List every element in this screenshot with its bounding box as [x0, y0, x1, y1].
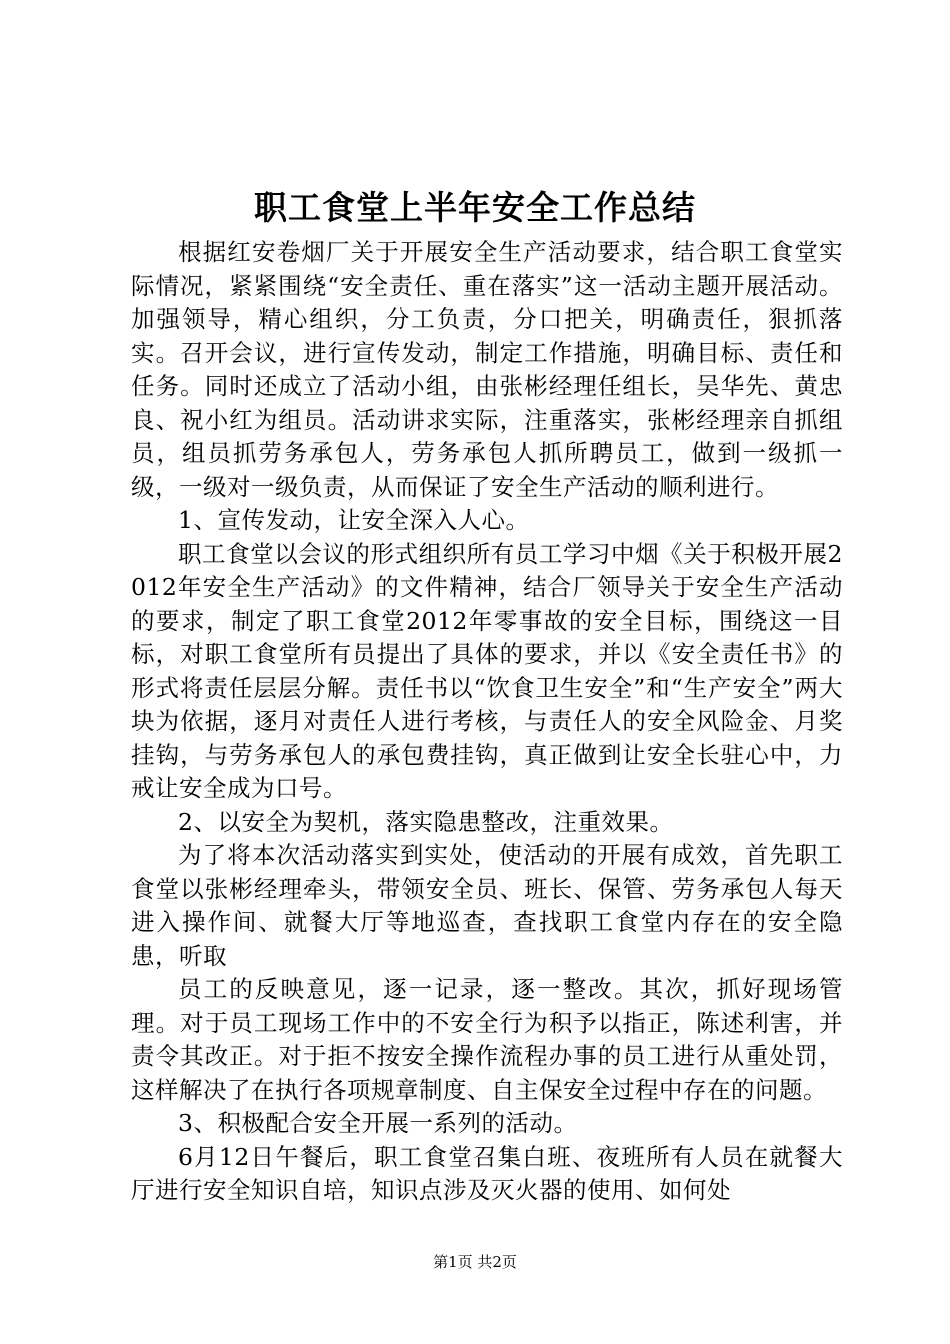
document-body [131, 236, 843, 1208]
section-heading-3: 3、积极配合安全开展一系列的活动。 [178, 1109, 578, 1137]
paragraph-section-3: 6月12日午餐后，职工食堂召集白班、夜班所有人员在就餐大厅进行安全知识自培，知识点涉及灭火器的使用、如何处 [131, 1142, 843, 1204]
section-heading-1: 1、宣传发动，让安全深入人心。 [178, 506, 530, 534]
document-title: 职工食堂上半年安全工作总结 [254, 188, 696, 227]
section-heading-2: 2、以安全为契机，落实隐患整改，注重效果。 [178, 807, 674, 836]
paragraph-intro: 根据红安卷烟厂关于开展安全生产活动要求，结合职工食堂实际情况，紧紧围绕“安全责任、重在落实”这一活动主题开展活动。加强领导，精心组织，分工负责，分口把关，明确责任，狠抓落实。召开会议，进行宣传发动，制定工作措施，明确目标、责任和任务。同时还成立了活动小组，由张彬经理任组长，吴华先、黄忠良、祝小红为组员。活动讲求实际，注重落实，张彬经理亲自抓组员，组员抓劳务承包人，劳务承包人抓所聘员工，做到一级抓一级，一级对一级负责，从而保证了安全生产活动的顺利进行。 [131, 238, 843, 501]
paragraph-section-2b: 员工的反映意见，逐一记录，逐一整改。其次，抓好现场管理。对于员工现场工作中的不安全行为积予以指正，陈述利害，并责令其改正。对于拒不按安全操作流程办事的员工进行从重处罚，这样解决了在执行各项规章制度、自主保安全过程中存在的问题。 [131, 975, 843, 1104]
page-number-footer: 第1页 共2页 [433, 1253, 517, 1271]
paragraph-section-1: 职工食堂以会议的形式组织所有员工学习中烟《关于积极开展2012年安全生产活动》的文件精神，结合厂领导关于安全生产活动的要求，制定了职工食堂2012年零事故的安全目标，围绕这一目标，对职工食堂所有员提出了具体的要求，并以《安全责任书》的形式将责任层层分解。责任书以“饮食卫生安全”和“生产安全”两大块为依据，逐月对责任人进行考核，与责任人的安全风险金、月奖挂钩，与劳务承包人的承包费挂钩，真正做到让安全长驻心中，力戒让安全成为口号。 [131, 539, 843, 802]
paragraph-section-2a: 为了将本次活动落实到实处，使活动的开展有成效，首先职工食堂以张彬经理牵头，带领安全员、班长、保管、劳务承包人每天进入操作间、就餐大厅等地巡查，查找职工食堂内存在的安全隐患，听取 [131, 841, 843, 970]
